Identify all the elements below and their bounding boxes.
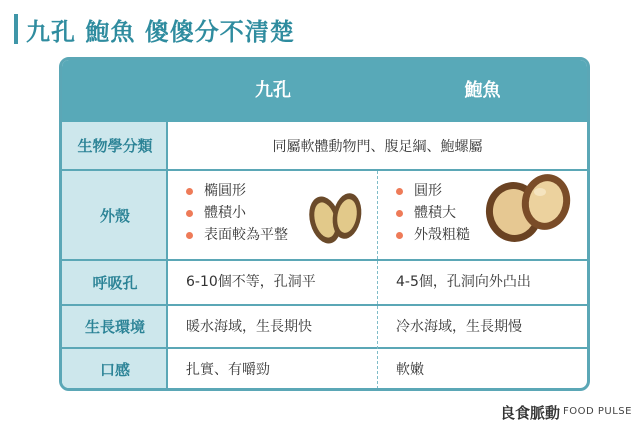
brand-subtitle: FOOD PULSE: [563, 406, 632, 417]
label-divider: [166, 122, 168, 391]
bullet-dot: [186, 210, 193, 217]
comparison-table: [59, 57, 590, 391]
classification-value: 同屬軟體動物門、腹足綱、鮑螺屬: [272, 139, 483, 155]
jiukong-shell-list: [186, 180, 288, 246]
abalone-shell-list: [396, 180, 470, 246]
title-accent-bar: [14, 14, 18, 44]
list-item: 圓形: [396, 180, 470, 202]
table-header: [62, 60, 587, 122]
large-abalone-shell-icon: [482, 166, 574, 248]
bullet-dot: [396, 210, 403, 217]
bullet-dot: [396, 232, 403, 239]
list-item: 表面較為平整: [186, 224, 288, 246]
jiukong-texture: 扎實、有嚼勁: [186, 362, 270, 378]
page-title: 九孔 鮑魚 傻傻分不清楚: [26, 18, 295, 46]
abalone-texture: 軟嫩: [396, 362, 424, 378]
abalone-growth-environment: 冷水海域，生長期慢: [396, 319, 522, 335]
abalone-breathing-hole: 4-5個，孔洞向外凸出: [396, 274, 531, 290]
row-separator: [62, 259, 587, 261]
jiukong-growth-environment: 暖水海域，生長期快: [186, 319, 312, 335]
label-texture: 口感: [99, 361, 130, 379]
bullet-dot: [186, 188, 193, 195]
bullet-dot: [396, 188, 403, 195]
list-item: 體積大: [396, 202, 470, 224]
brand-logo: 良食脈動: [500, 404, 561, 422]
bullet-dot: [186, 232, 193, 239]
jiukong-breathing-hole: 6-10個不等，孔洞平: [186, 274, 316, 290]
label-shell: 外殼: [99, 207, 130, 225]
row-separator: [62, 347, 587, 349]
list-item: 外殼粗糙: [396, 224, 470, 246]
row-separator: [62, 304, 587, 306]
small-abalone-shell-icon: [307, 182, 365, 248]
list-item: 橢圓形: [186, 180, 288, 202]
list-item: 體積小: [186, 202, 288, 224]
label-breathing-hole: 呼吸孔: [92, 274, 138, 292]
header-abalone: 鮑魚: [464, 80, 501, 101]
label-classification: 生物學分類: [77, 137, 153, 155]
row-label-column: [62, 122, 168, 391]
column-divider: [377, 171, 378, 391]
header-jiukong: 九孔: [255, 80, 291, 101]
label-growth-environment: 生長環境: [84, 318, 145, 336]
